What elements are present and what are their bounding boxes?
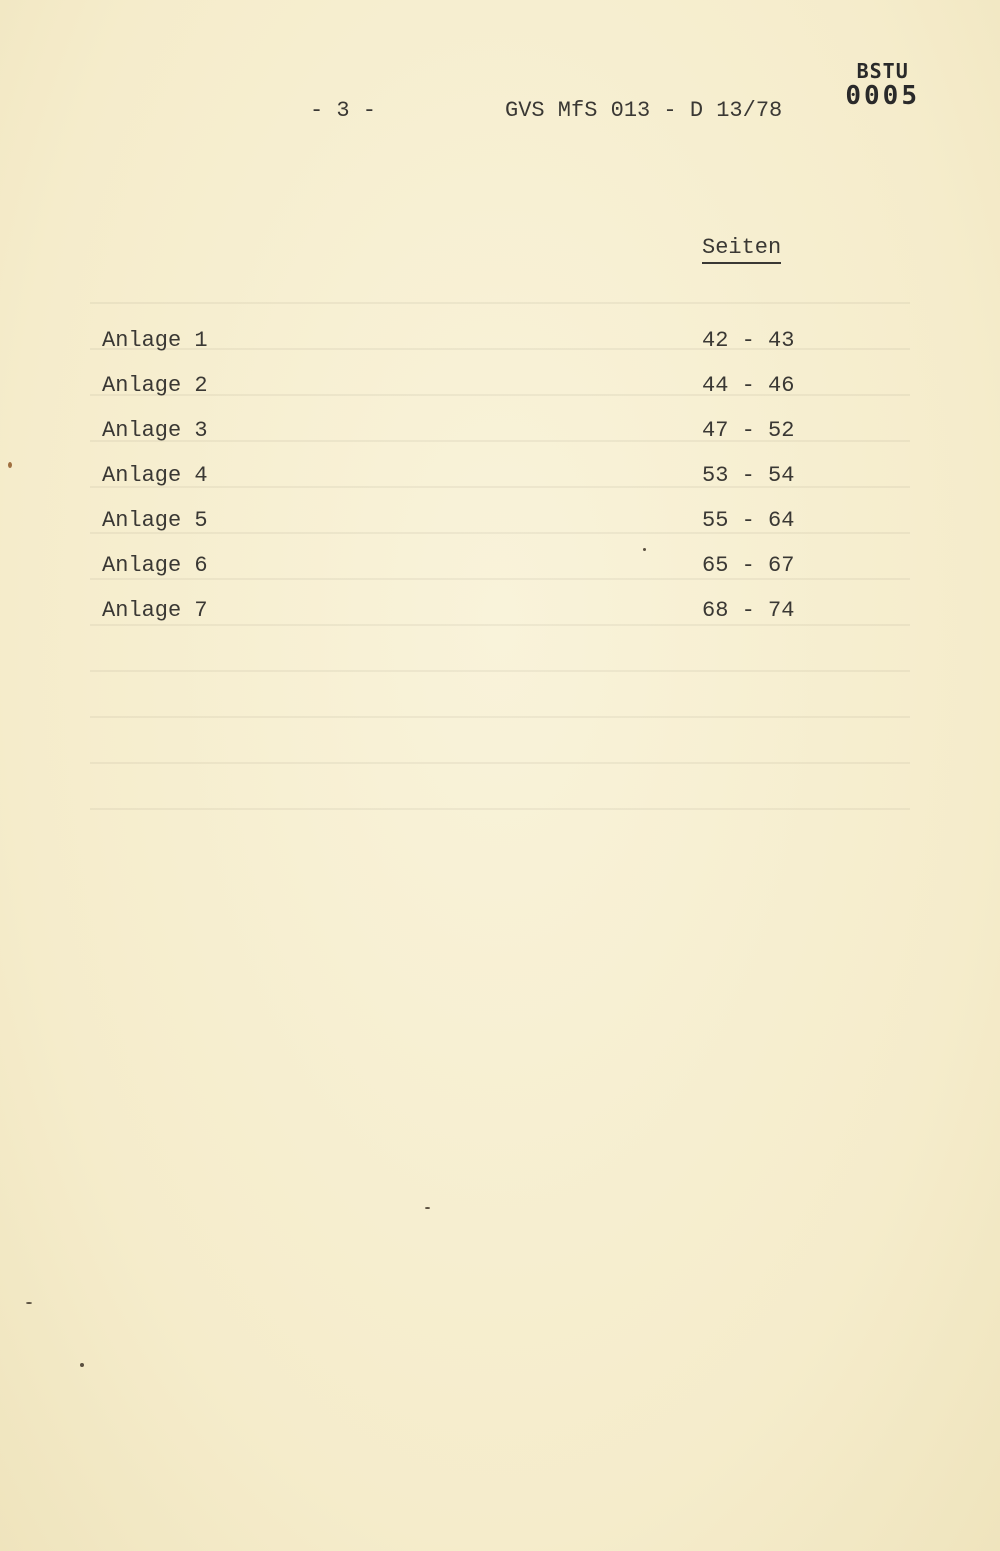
paper-speck — [643, 548, 646, 551]
annex-label: Anlage 5 — [102, 508, 208, 533]
annex-row — [0, 418, 1000, 448]
annex-row — [0, 508, 1000, 538]
pages-column-heading: Seiten — [702, 235, 781, 264]
annex-row — [0, 598, 1000, 628]
annex-pages: 44 - 46 — [702, 373, 795, 398]
paper-speck — [425, 1207, 430, 1209]
archive-stamp — [845, 60, 920, 110]
annex-pages: 65 - 67 — [702, 553, 795, 578]
paper-speck — [26, 1302, 32, 1304]
annex-pages: 47 - 52 — [702, 418, 795, 443]
annex-row — [0, 328, 1000, 358]
annex-pages: 68 - 74 — [702, 598, 795, 623]
annex-row — [0, 463, 1000, 493]
paper-speck — [80, 1363, 84, 1367]
annex-label: Anlage 1 — [102, 328, 208, 353]
stamp-line-1: BSTU — [856, 59, 909, 83]
stamp-line-2: 0005 — [845, 81, 920, 111]
document-reference: GVS MfS 013 - D 13/78 — [505, 98, 783, 123]
annex-row — [0, 553, 1000, 583]
page-number: - 3 - — [310, 98, 377, 123]
annex-label: Anlage 4 — [102, 463, 208, 488]
bleed-through-shadow — [90, 280, 910, 820]
annex-pages: 53 - 54 — [702, 463, 795, 488]
annex-label: Anlage 7 — [102, 598, 208, 623]
annex-pages: 55 - 64 — [702, 508, 795, 533]
annex-label: Anlage 6 — [102, 553, 208, 578]
annex-label: Anlage 3 — [102, 418, 208, 443]
annex-label: Anlage 2 — [102, 373, 208, 398]
annex-pages: 42 - 43 — [702, 328, 795, 353]
annex-row — [0, 373, 1000, 403]
paper-speck — [8, 462, 12, 468]
